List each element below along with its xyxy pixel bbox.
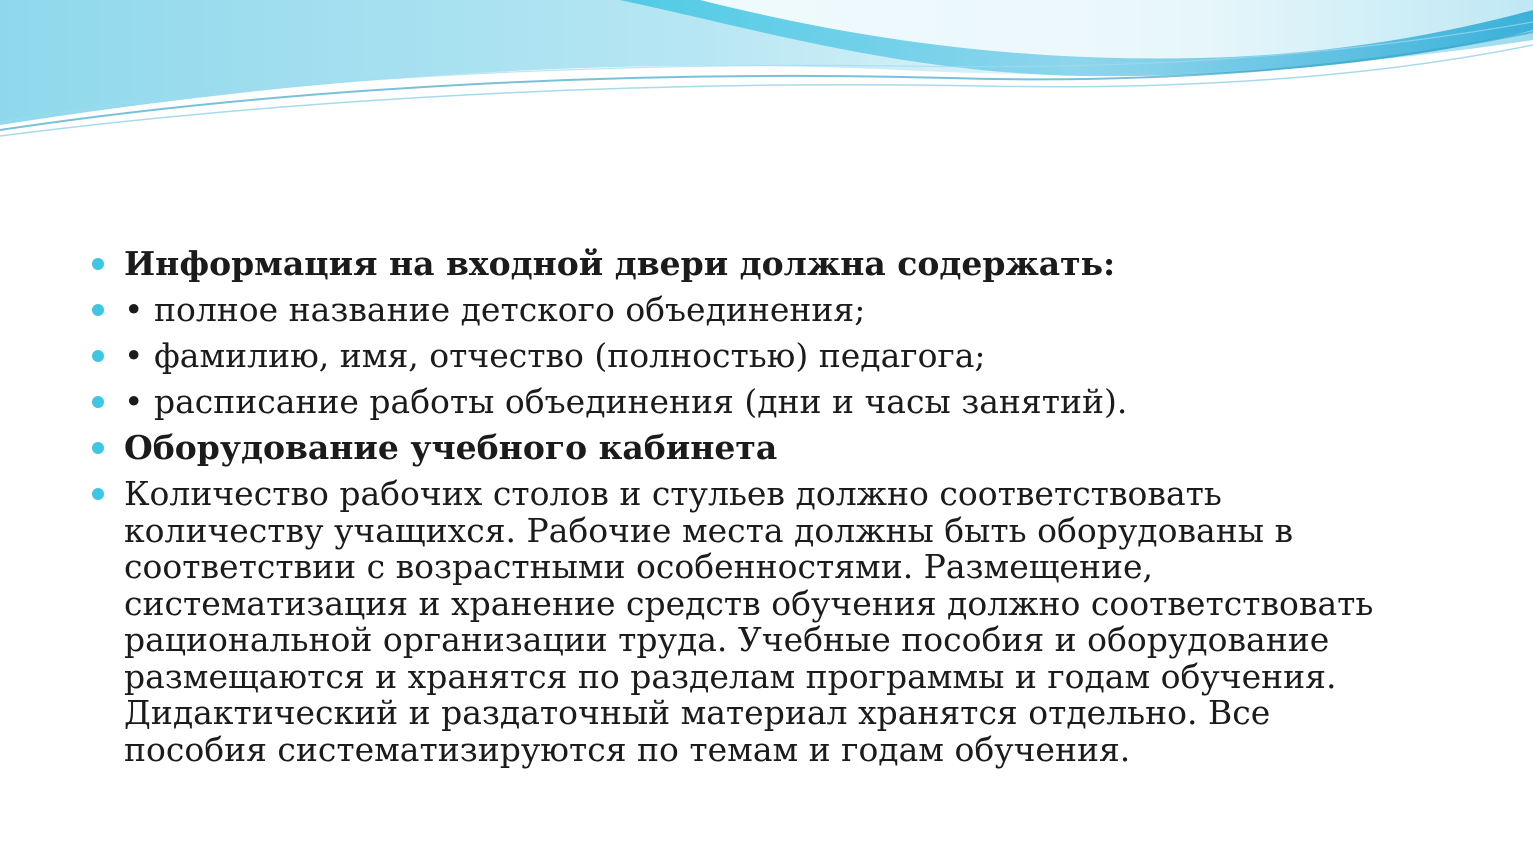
bullet-item-equipment-heading: [88, 430, 1418, 466]
content-bullet-list: [88, 246, 1418, 778]
bullet-item-association-name: [88, 292, 1418, 328]
bullet-text: • расписание работы объединения (дни и часы занятий).: [124, 382, 1128, 421]
bullet-item-teacher-name: [88, 338, 1418, 374]
bullet-text: Оборудование учебного кабинета: [124, 428, 778, 467]
bullet-item-door-info-heading: [88, 246, 1418, 282]
bullet-text: Информация на входной двери должна содержать:: [124, 244, 1116, 283]
bullet-dot-icon: [92, 488, 104, 500]
bullet-text: • фамилию, имя, отчество (полностью) педагога;: [124, 336, 986, 375]
header-wave-decoration: [0, 0, 1533, 150]
bullet-item-schedule: [88, 384, 1418, 420]
bullet-dot-icon: [92, 350, 104, 362]
bullet-dot-icon: [92, 396, 104, 408]
bullet-text: • полное название детского объединения;: [124, 290, 866, 329]
bullet-text: Количество рабочих столов и стульев должно соответствовать количеству учащихся. Рабочие места должны быть оборудованы в соответствии с возрастными особенностями. Размещение, систематизация и хранение средств обучения должно соответствовать рациональной организации труда. Учебные пособия и оборудование размещаются и хранятся по разделам программы и годам обучения. Дидактический и раздаточный материал хранятся отдельно. Все пособия систематизируются по темам и годам обучения.: [124, 474, 1374, 769]
bullet-dot-icon: [92, 442, 104, 454]
bullet-item-equipment-paragraph: [88, 476, 1418, 768]
bullet-dot-icon: [92, 304, 104, 316]
bullet-dot-icon: [92, 258, 104, 270]
